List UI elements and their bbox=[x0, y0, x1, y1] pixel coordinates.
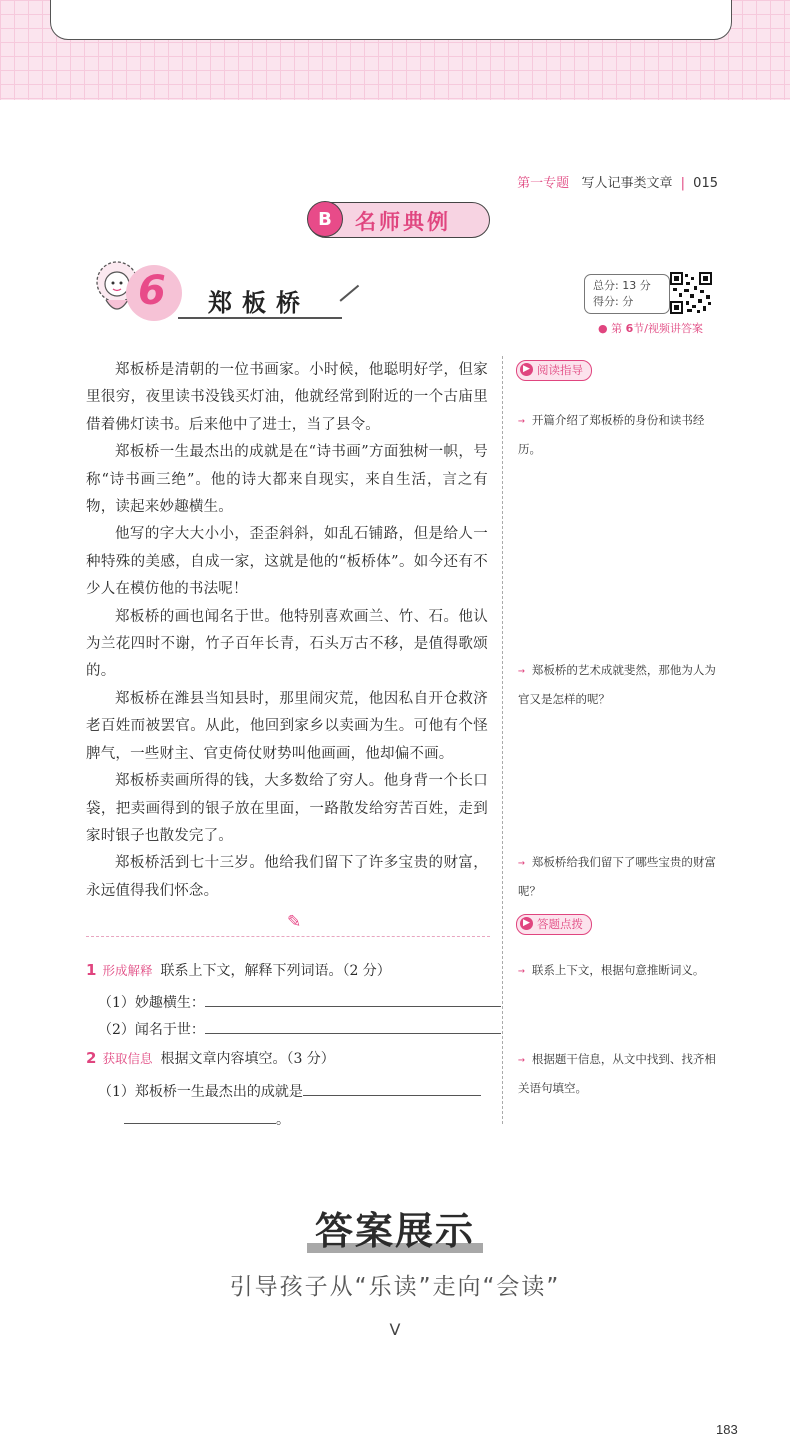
section-label: 第一专题 bbox=[517, 176, 570, 191]
total-score: 总分: 13 分 bbox=[593, 279, 651, 292]
sub-question-label: （1）郑板桥一生最杰出的成就是 bbox=[98, 1084, 303, 1100]
answer-section-header bbox=[0, 1200, 790, 1255]
arrow-icon: → bbox=[518, 663, 525, 677]
play-icon: ▶ bbox=[520, 917, 533, 930]
lesson-number: 6 bbox=[138, 268, 166, 314]
sidebar-divider bbox=[502, 356, 503, 1124]
sub-question-label: （2）闻名于世： bbox=[98, 1022, 205, 1038]
video-suffix: 节/视频讲答案 bbox=[633, 322, 703, 335]
sub-question-label: （1）妙趣横生： bbox=[98, 995, 205, 1011]
question-number: 1 bbox=[86, 961, 97, 979]
note-text: 联系上下文，根据句意推断词义。 bbox=[531, 963, 705, 977]
chevron-down-icon: V bbox=[389, 1320, 401, 1339]
arrow-icon: → bbox=[518, 1052, 525, 1066]
question-text: 根据文章内容填空。（3 分） bbox=[160, 1051, 335, 1067]
title-underline-slant bbox=[340, 285, 359, 302]
sidebar-note bbox=[518, 956, 718, 985]
sidebar-note bbox=[518, 1045, 718, 1103]
article-paragraph: 郑板桥一生最杰出的成就是在“诗书画”方面独树一帜，号称“诗书画三绝”。他的诗大都来自现实，来自生活，言之有物，读起来妙趣横生。 bbox=[86, 444, 488, 516]
note-text: 郑板桥给我们留下了哪些宝贵的财富呢？ bbox=[518, 855, 716, 898]
sidebar-note bbox=[518, 656, 718, 714]
question-2-sub-1-cont bbox=[124, 1108, 290, 1129]
section-banner bbox=[308, 202, 490, 238]
question-1-sub-1 bbox=[98, 991, 501, 1012]
got-score: 得分: 分 bbox=[593, 295, 634, 308]
note-text: 根据题干信息，从文中找到、找齐相关语句填空。 bbox=[518, 1052, 716, 1095]
answer-blank[interactable] bbox=[124, 1108, 276, 1124]
banner-letter: B bbox=[307, 201, 343, 237]
sidebar-note bbox=[518, 848, 718, 906]
video-section-number: 6 bbox=[625, 322, 634, 335]
reading-guide-tag bbox=[516, 360, 592, 381]
lesson-title: 郑板桥 bbox=[208, 289, 310, 317]
question-number: 2 bbox=[86, 1049, 97, 1067]
question-2-sub-1 bbox=[98, 1080, 481, 1101]
article-paragraph: 郑板桥是清朝的一位书画家。小时候，他聪明好学，但家里很穷，夜里读书没钱买灯油，他就经常到附近的一个古庙里借着佛灯读书。后来他中了进士，当了县令。 bbox=[86, 362, 488, 433]
question-text: 联系上下文，解释下列词语。（2 分） bbox=[160, 963, 391, 979]
video-prefix: ● 第 bbox=[598, 322, 623, 335]
answer-tips-label: 答题点拨 bbox=[537, 917, 583, 931]
answer-title bbox=[311, 1200, 479, 1255]
article-paragraph: 他写的字大大小小，歪歪斜斜，如乱石铺路，但是给人一种特殊的美感，自成一家，这就是他的“板桥体”。如今还有不少人在模仿他的书法呢！ bbox=[86, 526, 488, 598]
book-page-number: 015 bbox=[693, 176, 718, 191]
article-paragraph: 郑板桥的画也闻名于世。他特别喜欢画兰、竹、石。他认为兰花四时不谢，竹子百年长青，石头万古不移，是值得歌颂的。 bbox=[86, 608, 488, 680]
answer-title-text: 答案展示 bbox=[314, 1209, 475, 1253]
article-paragraph: 郑板桥活到七十三岁。他给我们留下了许多宝贵的财富，永远值得我们怀念。 bbox=[86, 855, 488, 899]
question-type: 获取信息 bbox=[102, 1051, 153, 1066]
top-card bbox=[50, 0, 732, 40]
pencil-icon: ✎ bbox=[287, 912, 302, 932]
answer-blank[interactable] bbox=[303, 1080, 481, 1096]
arrow-icon: → bbox=[518, 855, 525, 869]
title-underline bbox=[178, 317, 342, 319]
sidebar-note bbox=[518, 406, 718, 464]
answer-tips-tag bbox=[516, 914, 592, 935]
video-answer-link[interactable] bbox=[598, 320, 703, 336]
banner-title: 名师典例 bbox=[355, 210, 451, 234]
note-text: 郑板桥的艺术成就斐然，那他为人为官又是怎样的呢？ bbox=[518, 663, 716, 706]
section-divider bbox=[86, 936, 490, 938]
qr-code-icon[interactable] bbox=[670, 272, 712, 314]
topic-label: 写人记事类文章 bbox=[581, 176, 673, 191]
score-box bbox=[584, 274, 670, 314]
question-2 bbox=[86, 1048, 335, 1068]
separator: | bbox=[680, 176, 686, 191]
article-paragraph: 郑板桥卖画所得的钱，大多数给了穷人。他身背一个长口袋，把卖画得到的银子放在里面，一路散发给穷苦百姓，走到家时银子也散发完了。 bbox=[86, 773, 488, 844]
arrow-icon: → bbox=[518, 413, 525, 427]
article-body bbox=[86, 357, 488, 905]
article-paragraph: 郑板桥在潍县当知县时，那里闹灾荒，他因私自开仓救济老百姓而被罢官。从此，他回到家乡以卖画为生。可他有个怪脾气，一些财主、官吏倚仗财势叫他画画，他却偏不画。 bbox=[86, 690, 488, 762]
question-type: 形成解释 bbox=[102, 963, 153, 978]
running-head bbox=[517, 172, 718, 191]
answer-blank[interactable] bbox=[205, 1018, 501, 1034]
note-text: 开篇介绍了郑板桥的身份和读书经历。 bbox=[518, 413, 705, 456]
question-1 bbox=[86, 960, 391, 980]
page-number: 183 bbox=[716, 1422, 738, 1437]
arrow-icon: → bbox=[518, 963, 525, 977]
end-punctuation: 。 bbox=[276, 1112, 290, 1128]
answer-blank[interactable] bbox=[205, 991, 501, 1007]
reading-guide-label: 阅读指导 bbox=[537, 363, 583, 377]
play-icon: ▶ bbox=[520, 363, 533, 376]
answer-subtitle: 引导孩子从“乐读”走向“会读” bbox=[229, 1274, 561, 1300]
question-1-sub-2 bbox=[98, 1018, 501, 1039]
